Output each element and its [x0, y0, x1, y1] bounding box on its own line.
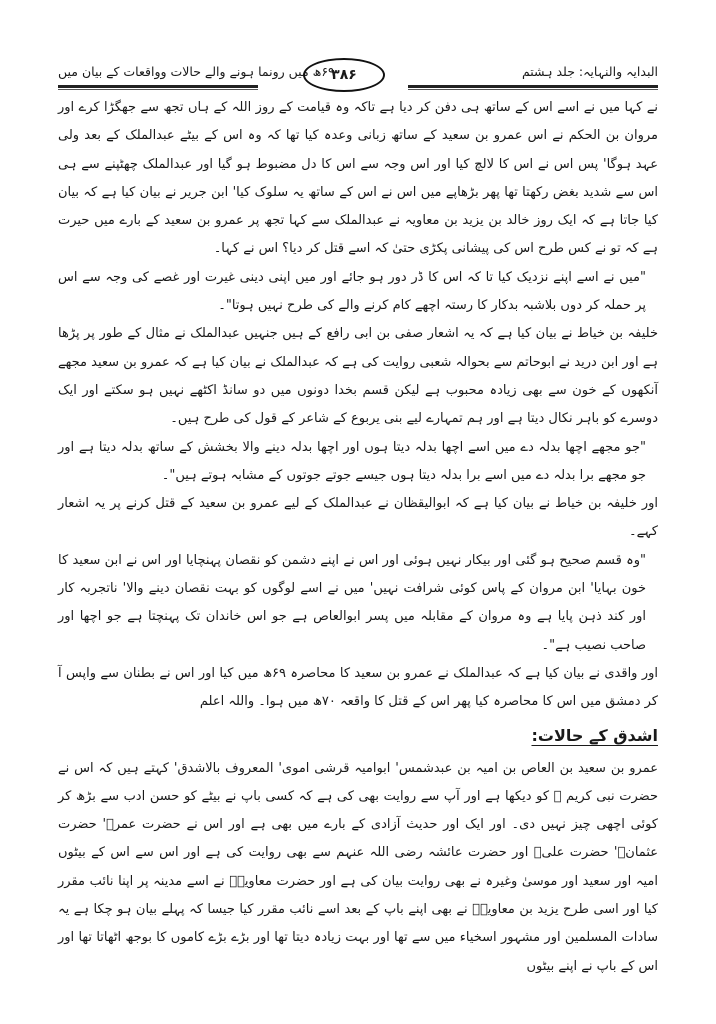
paragraph-quote: "جو مجھے اچھا بدلہ دے میں اسے اچھا بدلہ دیتا ہوں اور اچھا بدلہ دینے والا بخشش کے ساتھ بدلہ دیتا ہے اور جو مجھے برا بدلہ دے میں اسے برا بدلہ دیتا ہوں جیسے جوتے جوتوں کے مشابہ ہوتے ہیں"۔ [58, 439, 646, 483]
header-rule-left-thin [58, 89, 258, 90]
header-rule-left [58, 85, 258, 88]
paragraph-prose: خلیفہ بن خیاط نے بیان کیا ہے کہ یہ اشعار صفی بن ابی رافع کے ہیں جنہیں عبدالملک نے مثال کے طور پر پڑھا ہے اور ابن درید نے ابوحاتم سے بحوالہ شعبی روایت کی ہے کہ عبدالملک نے بیان کیا ہے کہ عمرو بن سعید مجھے آنکھوں کے خون سے بھی زیادہ محبوب ہے لیکن قسم بخدا دونوں میں دو سانڈ اکٹھے نہیں ہو سکتے اور ایک دوسرے کو باہر نکال دیتا ہے اور ہم تمہارے لیے بنی یربوع کے شاعر کے قول کی طرح ہیں۔ [58, 326, 658, 427]
book-title: البدایہ والنہایہ: جلد ہشتم [521, 64, 658, 79]
header-rule-right-thin [408, 89, 658, 90]
paragraph-quote: "میں نے اسے اپنے نزدیک کیا تا کہ اس کا ڈر دور ہو جائے اور میں اپنی دینی غیرت اور غصے کی وجہ سے اس پر حملہ کر دوں بلاشبہ بدکار کا رستہ اچھے کام کرنے والے کی طرح نہیں ہوتا"۔ [58, 269, 646, 314]
header-rule-right [408, 85, 658, 88]
page-number: ۳۸۶ [303, 58, 385, 92]
paragraph-prose: اور واقدی نے بیان کیا ہے کہ عبدالملک نے عمرو بن سعید کا محاصرہ ۶۹ھ میں کیا اور اس نے بطنان سے واپس آ کر دمشق میں اس کا محاصرہ کیا پھر اس کے قتل کا واقعہ ۷۰ھ میں ہوا۔ واللہ اعلم [58, 665, 658, 710]
paragraph-quote: "وہ قسم صحیح ہو گئی اور بیکار نہیں ہوئی اور اس نے اپنے دشمن کو نقصان پہنچایا اور اس نے ابن سعید کا خون بہایا' ابن مروان کے پاس کوئی شرافت نہیں' میں نے اسے لوگوں کو بہت نقصان دینے والا' ناتجربہ کار اور کند ذہن پایا ہے وہ مروان کے مقابلہ میں پسر ابوالعاص ہے جو اس خاندان تک پہنچتا ہے جو اچھا اور صاحب نصیب ہے"۔ [58, 552, 646, 653]
paragraph-prose: نے کہا میں نے اسے اس کے ساتھ ہی دفن کر دیا ہے تاکہ وہ قیامت کے روز اللہ کے ہاں تجھ سے جھگڑا کرے اور مروان بن الحکم نے اس عمرو بن سعید کے ساتھ زبانی وعدہ کیا تھا کہ وہ اس کے بیٹے عبدالملک کے بعد ولی عہد ہوگا' پس اس نے اس کا لالچ کیا اور اس وجہ سے اس کا دل مضبوط ہو گیا اور عبدالملک چھٹپنے سے ہی اس سے شدید بغض رکھتا تھا پھر بڑھاپے میں اس نے اس کے ساتھ یہ سلوک کیا' ابن جریر نے بیان کیا ہے کہ بیان کیا جاتا ہے کہ ایک روز خالد بن یزید بن معاویہ نے عبدالملک سے کہا تجھ پر عمرو بن سعید کے بارے میں حیرت ہے کہ تو نے کس طرح اس کی پیشانی پکڑی حتیٰ کہ اسے قتل کر دیا؟ اس نے کہا۔ [58, 100, 658, 257]
paragraph-prose: اور خلیفہ بن خیاط نے بیان کیا ہے کہ ابوالیقظان نے عبدالملک کے لیے عمرو بن سعید کے قتل کرنے پر یہ اشعار کہے۔ [58, 496, 658, 540]
section-title: ۶۹ھ میں رونما ہونے والے حالات وواقعات کے بیان میں [58, 64, 335, 79]
paragraph-prose: عمرو بن سعید بن العاص بن امیہ بن عبدشمس' ابوامیہ قرشی اموی' المعروف بالاشدق' کہتے ہیں کہ اس نے حضرت نبی کریم ﷺ کو دیکھا ہے اور آپ سے روایت بھی کی ہے کہ کسی باپ نے بیٹے کو حسن ادب سے بڑھ کر کوئی اچھی چیز نہیں دی۔ اور ایک اور حدیث آزادی کے بارے میں بھی ہے اور اس نے حضرت عمرؓ' حضرت عثمانؓ' حضرت علیؓ اور حضرت عائشہ رضی اللہ عنہم سے بھی روایت کی ہے اور اس سے اس کے بیٹوں امیہ اور سعید اور موسیٰ وغیرہ نے بھی روایت بیان کی ہے اور حضرت معاویہؓ نے اسے مدینہ پر اپنا نائب مقرر کیا اور اسی طرح یزید بن معاویہؓ نے بھی اپنے باپ کے بعد اسے نائب مقرر کیا جیسا کہ پہلے بیان ہو چکا ہے یہ سادات المسلمین اور مشہور اسخیاء میں سے تھا اور بہت زیادہ دیتا تھا اور بڑے بڑے کاموں کا بوجھ اٹھاتا تھا اور اس کے باپ نے اپنے بیٹوں [58, 760, 658, 974]
page-body [58, 94, 658, 981]
section-heading: اشدق کے حالات: [531, 725, 658, 745]
